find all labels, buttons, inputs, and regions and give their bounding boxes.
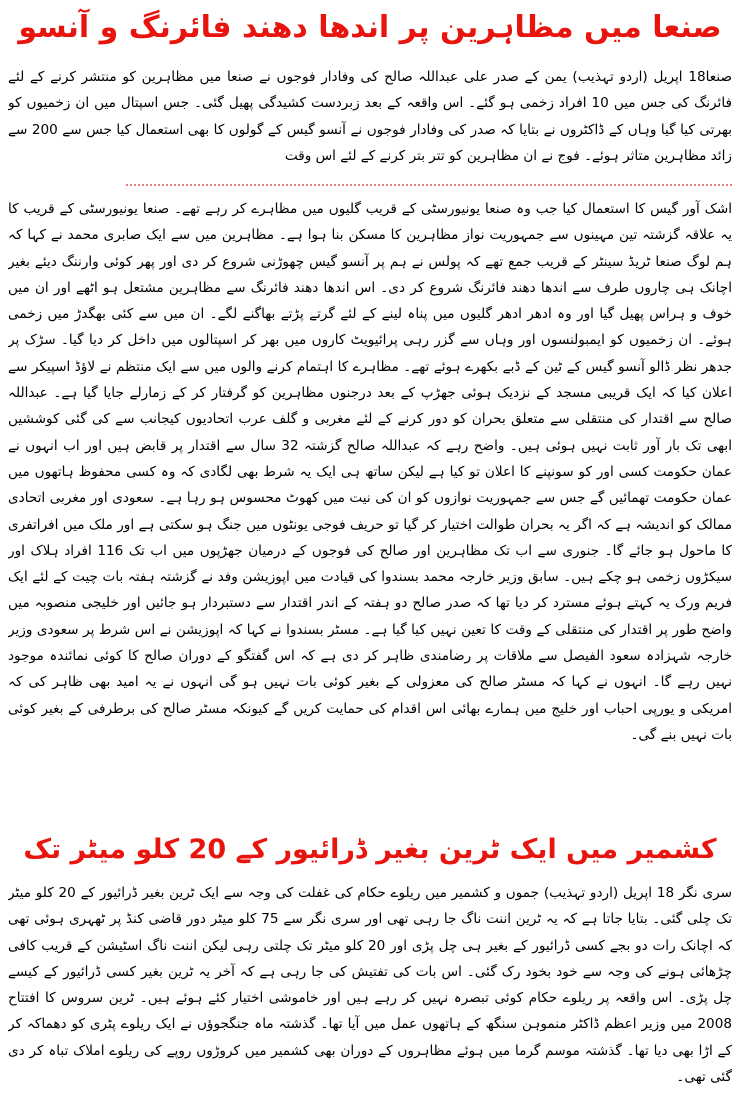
story-yemen [8, 4, 732, 824]
story-kashmir-paragraph: سری نگر 18 اپریل (اردو تہذیب) جموں و کشمیر میں ریلوے حکام کی غفلت کی وجہ سے ایک ٹرین بغیر ڈرائیور کے 20 کلو میٹر تک چلی گئی۔ بتایا جاتا ہے کہ یہ ٹرین اننت ناگ جا رہی تھی اور سری نگر سے 75 کلو میٹر دور قاضی کنڈ پر ٹھہری ہوئی تھی کہ اچانک رات دو بجے کسی ڈرائیور کے بغیر ہی چل پڑی اور 20 کلو میٹر تک چلتی رہی لیکن اننت ناگ اسٹیشن کے قریب کافی چڑھائی ہونے کی وجہ سے خود بخود رک گئی۔ اس بات کی تفتیش کی جا رہی ہے کہ آخر یہ ٹرین بغیر کسی ڈرائیور کے کیسے چل پڑی۔ اس واقعہ پر ریلوے حکام کوئی تبصرہ نہیں کر رہے ہیں اور خاموشی اختیار کئے ہوئے ہیں۔ ٹرین سروس کا افتتاح 2008 میں وزیر اعظم ڈاکٹر منموہن سنگھ کے ہاتھوں عمل میں آیا تھا۔ گذشتہ ماہ جنگجوؤں نے ایک ریلوے پٹری کو دھماکہ کر کے اڑا بھی دیا تھا۔ گذشتہ موسم گرما میں ہوئے مظاہروں کے دوران بھی کشمیر میں کروڑوں روپے کی ریلوے املاک تباہ کر دی گئی تھی۔ [8, 885, 732, 1086]
story-kashmir [8, 828, 732, 1120]
dotted-divider [126, 184, 732, 186]
story-yemen-headline: صنعا میں مظاہرین پر اندھا دھند فائرنگ و آنسو [18, 10, 722, 45]
story-yemen-continuation-paragraph: اشک آور گیس کا استعمال کیا جب وہ صنعا یونیورسٹی کے قریب گلیوں میں مظاہرے کر رہے تھے۔ صنعا یونیورسٹی کے قریب کا یہ علاقہ گزشتہ تین مہینوں سے جمہوریت نواز مظاہرین کا مسکن بنا ہوا ہے۔ مظاہرین میں سے ایک صابری محمد نے کہا کہ ہم لوگ صنعا ٹریڈ سینٹر کے قریب جمع تھے کہ پولس نے ہم پر آنسو گیس چھوڑنی شروع کر دی اور پھر کوئی وارننگ دیئے بغیر اچانک ہی چاروں طرف سے اندھا دھند فائرنگ شروع کر دی۔ اس اندھا دھند فائرنگ سے مظاہرین مشتعل ہو اٹھے اور ان میں خوف و ہراس پھیل گیا اور وہ ادھر ادھر گلیوں میں پناہ لینے کے لئے گرتے پڑتے بھاگنے لگے۔ ان میں سے کئی بھگدڑ میں زخمی ہوئے۔ ان زخمیوں کو ایمبولنسوں اور وہاں سے گزر رہی پرائیویٹ کاروں میں بھر کر اسپتالوں میں داخل کر دیا گیا۔ سڑک پر جدھر نظر ڈالو آنسو گیس کے ٹین کے ڈبے بکھرے ہوئے تھے۔ مظاہرے کا اہتمام کرنے والوں میں سے ایک منتظم نے لاؤڈ اسپیکر سے اعلان کیا کہ ایک قریبی مسجد کے نزدیک ہوئی جھڑپ کے بعد درجنوں مظاہرین کو گرفتار کر کے زمارلے جایا گیا ہے۔ عبداللہ صالح سے اقتدار کی منتقلی سے متعلق بحران کو دور کرنے کے لئے مغربی و گلف عرب اتحادیوں کیجانب سے کی گئی کوششیں ابھی تک بار آور ثابت نہیں ہوئی ہیں۔ واضح رہے کہ عبداللہ صالح گزشتہ 32 سال سے اقتدار پر قابض ہیں اور اب انہوں نے عمان حکومت کسی اور کو سونپنے کا اعلان تو کیا ہے لیکن ساتھ ہی ایک یہ شرط بھی لگادی کہ وہ کسی محفوظ ہاتھوں میں عمان حکومت تھمائیں گے جس سے جمہوریت نوازوں کو ان کی نیت میں کھوٹ محسوس ہو رہا ہے۔ سعودی اور مغربی اتحادی ممالک کو اندیشہ ہے کہ اگر یہ بحران طوالت اختیار کر گیا تو حریف فوجی یونٹوں میں جنگ ہو سکتی ہے اور ملک میں افراتفری کا ماحول ہو جائے گا۔ جنوری سے اب تک مظاہرین اور صالح کی فوجوں کے درمیان جھڑپوں میں اب تک 116 افراد ہلاک اور سیکڑوں زخمی ہو چکے ہیں۔ سابق وزیر خارجہ محمد بسندوا کی قیادت میں اپوزیشن وفد نے گزشتہ ہفتہ بات چیت کے لئے ایک فریم ورک یہ کہتے ہوئے مسترد کر دیا تھا کہ صدر صالح دو ہفتہ کے اندر اقتدار سے دستبردار ہو جائیں اور خلیجی منصوبہ میں واضح طور پر اقتدار کی منتقلی کے وقت کا تعین نہیں کیا گیا ہے۔ مسٹر بسندوا نے کہا کہ اپوزیشن نے اس شرط پر سعودی وزیر خارجہ شہزادہ سعود الفیصل سے ملاقات پر رضامندی ظاہر کر دی ہے کہ اس گفتگو کے دوران صالح کا کوئی نمائندہ موجود نہیں رہے گا۔ انہوں نے کہا کہ مسٹر صالح کی معزولی کے بغیر کوئی بات نہیں ہو گی انہوں نے یہ امید بھی ظاہر کی کہ امریکی و یورپی احباب اور خلیج میں ہمارے بھائی اس اقدام کی حمایت کریں گے کیونکہ مسٹر صالح کی برطرفی کے بغیر کوئی بات نہیں بنے گی۔ [8, 201, 732, 743]
story-kashmir-headline: کشمیر میں ایک ٹرین بغیر ڈرائیور کے 20 کلو میٹر تک [23, 834, 717, 865]
story-yemen-intro-paragraph: صنعا18 اپریل (اردو تہذیب) یمن کے صدر علی عبداللہ صالح کی وفادار فوجوں نے صنعا میں مظاہرین کو منتشر کرنے کے لئے فائرنگ کی جس میں 10 افراد زخمی ہو گئے۔ اس واقعہ کے بعد زبردست کشیدگی پھیل گئی۔ جس اسپتال میں ان زخمیوں کو بھرتی کیا گیا وہاں کے ڈاکٹروں نے بتایا کہ صدر کی وفادار فوجوں نے آنسو گیس کے گولوں کا بھی استعمال کیا جس سے 200 سے زائد مظاہرین متاثر ہوئے۔ فوج نے ان مظاہرین کو تتر بتر کرنے کے لئے اس وقت [8, 69, 732, 164]
